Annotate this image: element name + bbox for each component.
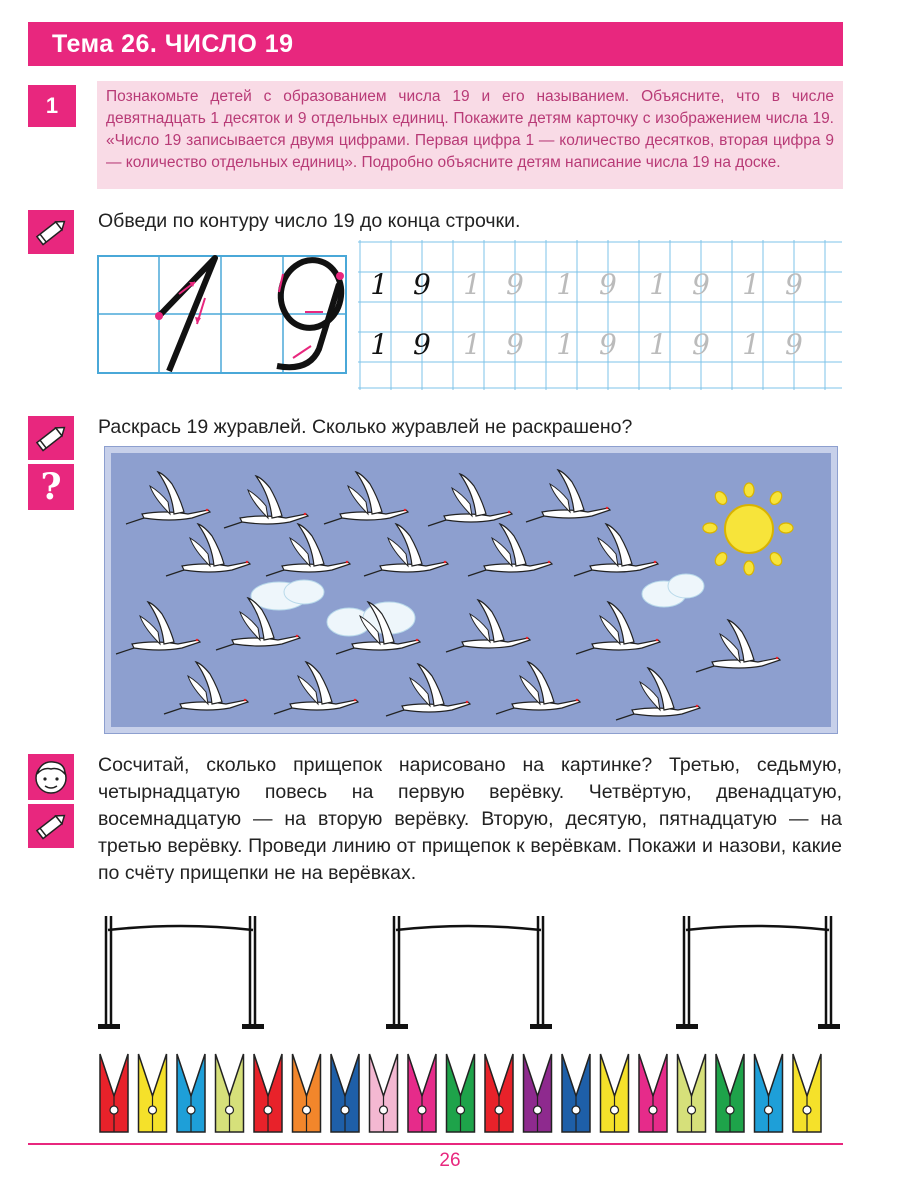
trace-dotted: 1 9 <box>463 328 532 361</box>
number-tracing-sample <box>97 254 347 374</box>
clothespin <box>601 1054 629 1132</box>
task3-instruction: Сосчитай, сколько прищепок нарисовано на картинке? Третью, седьмую, четырнадцатую повесь на первую верёвку. Четвёртую, двенадцатую, восемнадцатую — на вторую верёвку. Вторую, десятую, пятнадцатую — на третью верёвку. Проведи линию от прищепок к верёвкам. Покажи и назови, какие по счёту прищепки не на верёвках. <box>98 754 842 884</box>
clothespin <box>370 1054 398 1132</box>
clothespin <box>485 1054 513 1132</box>
page-title: Тема 26. ЧИСЛО 19 <box>52 30 294 58</box>
trace-dotted: 1 9 <box>556 328 625 361</box>
footer-divider <box>28 1143 843 1145</box>
clothespin <box>177 1054 205 1132</box>
clothespin <box>447 1054 475 1132</box>
clothespin <box>755 1054 783 1132</box>
question-icon: ? <box>28 464 74 510</box>
clothespin <box>793 1054 821 1132</box>
clothespin <box>139 1054 167 1132</box>
clothespin <box>293 1054 321 1132</box>
copy-row-1 <box>358 268 838 301</box>
trace-dotted: 1 9 <box>742 328 811 361</box>
clothespins-row <box>96 1052 846 1140</box>
clothespin <box>716 1054 744 1132</box>
trace-dotted: 1 9 <box>556 268 625 301</box>
copy-row-2 <box>358 328 838 361</box>
task2-instruction: Раскрась 19 журавлей. Сколько журавлей не раскрашено? <box>98 416 633 438</box>
trace-dotted: 1 9 <box>649 328 718 361</box>
trace-sample: 1 9 <box>370 328 439 361</box>
clothespin <box>562 1054 590 1132</box>
copybook-grid <box>358 240 842 390</box>
trace-sample: 1 9 <box>370 268 439 301</box>
clothespin <box>678 1054 706 1132</box>
section-number-badge: 1 <box>28 85 76 127</box>
cranes-picture <box>104 446 838 734</box>
clotheslines <box>96 908 846 1033</box>
trace-dotted: 1 9 <box>463 268 532 301</box>
trace-dotted: 1 9 <box>742 268 811 301</box>
clothespin <box>254 1054 282 1132</box>
pencil-icon <box>28 804 74 848</box>
clothespin <box>639 1054 667 1132</box>
pencil-icon <box>28 210 74 254</box>
clothespin <box>524 1054 552 1132</box>
clothespin <box>100 1054 128 1132</box>
page-number: 26 <box>439 1150 461 1171</box>
clothespin <box>408 1054 436 1132</box>
boy-face-icon <box>28 754 74 800</box>
task1-instruction: Обведи по контуру число 19 до конца строчки. <box>98 210 521 232</box>
trace-dotted: 1 9 <box>649 268 718 301</box>
pencil-icon <box>28 416 74 460</box>
clothespin <box>216 1054 244 1132</box>
teacher-note-text: Познакомьте детей с образованием числа 19 и его называнием. Объясните, что в числе девятнадцать 1 десяток и 9 отдельных единиц. Покажите детям карточку с изображением числа 19. «Число 19 записывается двумя цифрами. Первая цифра 1 — количество десятков, вторая цифра 9 — количество отдельных единиц». Подробно объясните детям написание числа 19 на доске. <box>106 88 834 171</box>
clothespin <box>331 1054 359 1132</box>
